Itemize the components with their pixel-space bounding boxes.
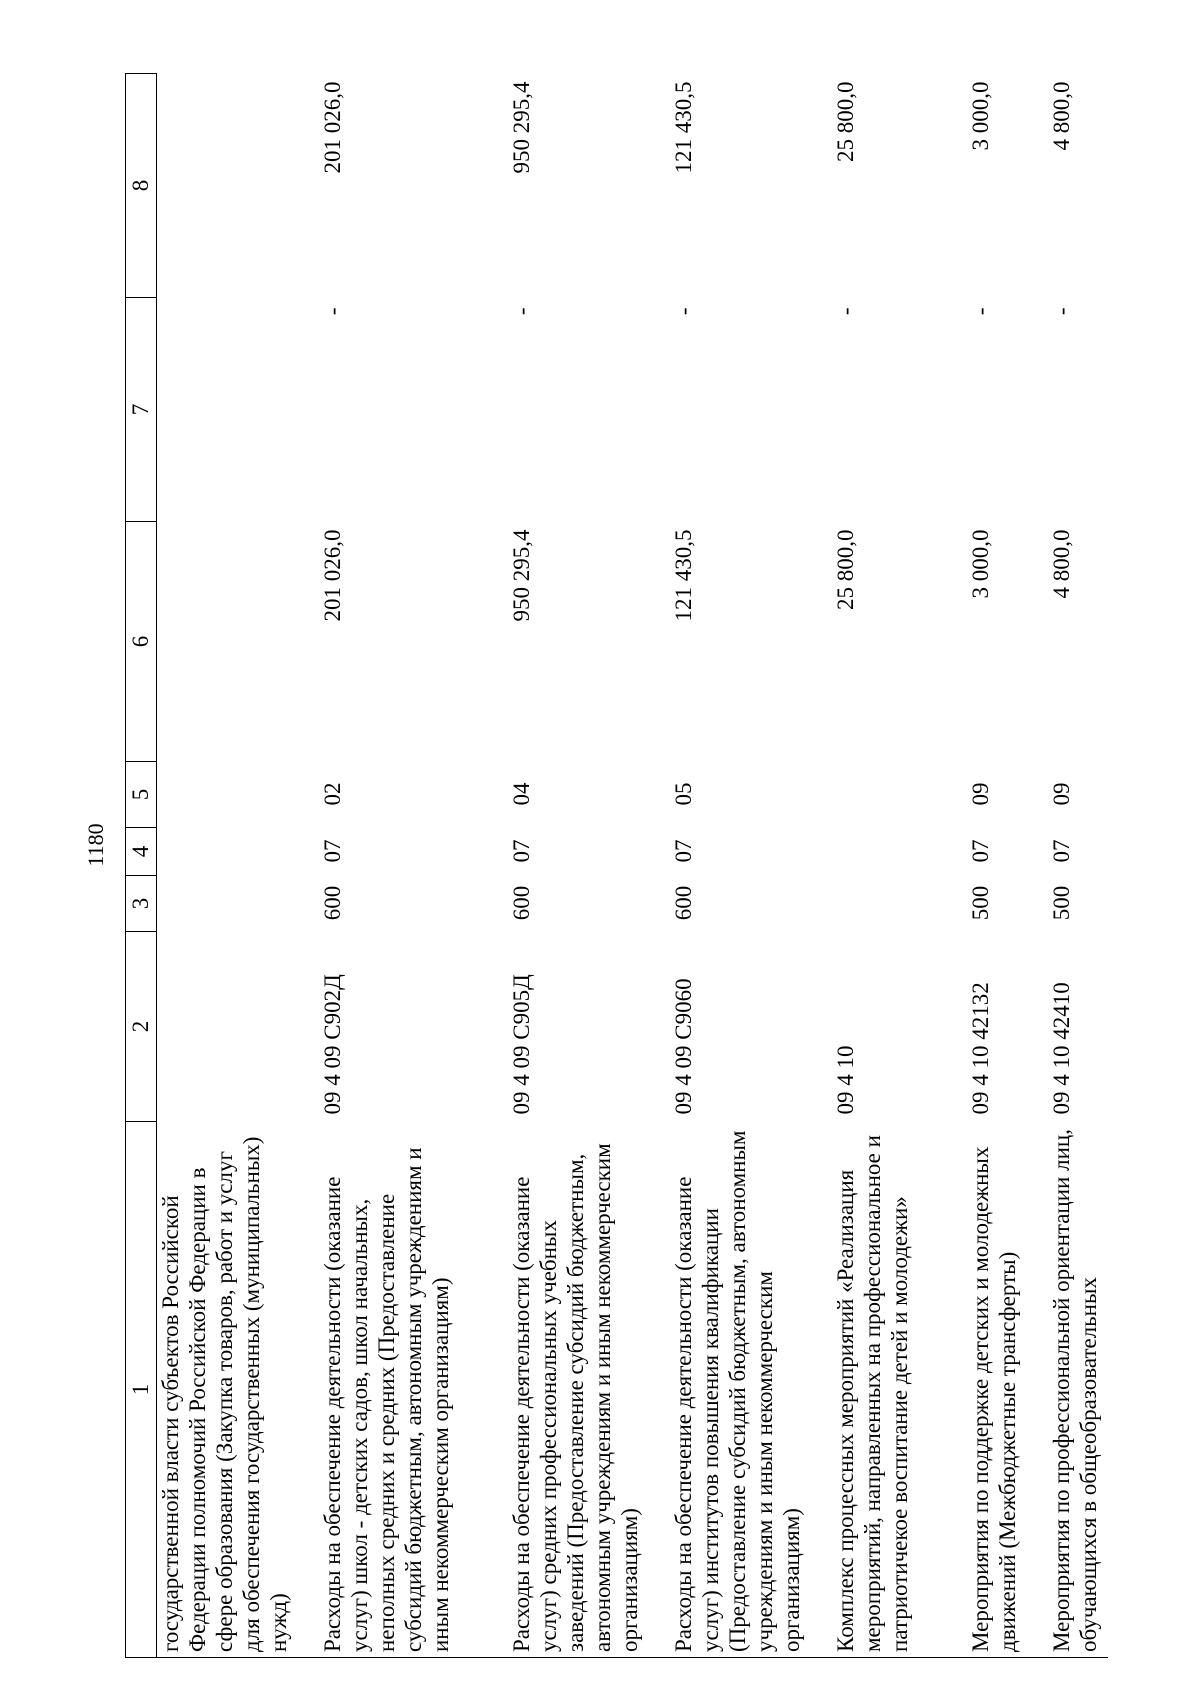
rotated-table-wrapper [125, 74, 1165, 1658]
row-name: государственной власти субъектов Российской Федерации полномочий Российской Федерации в сфере образования (Закупка товаров, работ и услуг для обеспечения государственных (муниципальных) нужд) [157, 1122, 319, 1658]
row-col-7: - [967, 307, 993, 316]
row-col-6: 4 800,0 [1048, 529, 1074, 599]
row-col-5: 02 [319, 782, 345, 806]
row-col-5: 09 [1048, 782, 1074, 806]
row-col-7: - [1048, 307, 1074, 316]
row-col-5: 09 [967, 782, 993, 806]
row-col-6 [157, 522, 319, 762]
row-col-3 [157, 876, 319, 932]
row-code: 09 4 10 42132 [967, 982, 993, 1115]
table-row [670, 74, 832, 1658]
row-col-4: 07 [967, 839, 993, 863]
row-col-5 [157, 762, 319, 828]
row-col-3: 600 [670, 885, 696, 921]
row-name: Мероприятия по поддержке детских и молодежных движений (Межбюджетные трансферты) [967, 1122, 1048, 1658]
row-col-3 [832, 876, 967, 932]
row-col-6: 121 430,5 [670, 529, 696, 622]
row-code: 09 4 10 [832, 1045, 858, 1115]
row-name: Расходы на обеспечение деятельности (оказание услуг) институтов повышения квалификации (Предоставление субсидий бюджетным, автономным учреждениям и иным некоммерческим организациям) [670, 1122, 832, 1658]
row-col-4: 07 [319, 839, 345, 863]
row-col-4 [832, 828, 967, 876]
row-col-7: - [319, 307, 345, 316]
row-code: 09 4 09 С902Д [319, 974, 345, 1115]
header-col-7: 7 [126, 298, 157, 522]
row-col-7 [157, 298, 319, 522]
row-col-6: 25 800,0 [832, 529, 858, 610]
row-col-8 [157, 74, 319, 298]
row-col-5: 05 [670, 782, 696, 806]
header-col-2: 2 [126, 932, 157, 1122]
row-name: Расходы на обеспечение деятельности (оказание услуг) школ - детских садов, школ начальных, неполных средних и средних (Предоставление субсидий бюджетным, автономным учреждениям и иным некоммерческим организациям) [319, 1122, 508, 1658]
header-col-4: 4 [126, 828, 157, 876]
row-col-7: - [508, 307, 534, 316]
row-code: 09 4 09 С905Д [508, 974, 534, 1115]
table-row [1048, 74, 1108, 1658]
row-name: Расходы на обеспечение деятельности (оказание услуг) средних профессиональных учебных заведений (Предоставление субсидий бюджетным, автономным учреждениям и иным некоммерческим организациям) [508, 1122, 670, 1658]
row-col-8: 201 026,0 [319, 81, 345, 174]
header-col-8: 8 [126, 74, 157, 298]
table-row [508, 74, 670, 1658]
row-code: 09 4 10 42410 [1048, 982, 1074, 1115]
table-row [832, 74, 967, 1658]
row-code [157, 932, 319, 1122]
header-row [126, 74, 157, 1658]
row-name: Комплекс процессных мероприятий «Реализация мероприятий, направленных на профессиональное и патриотичекое воспитание детей и молодежи» [832, 1122, 967, 1658]
row-col-3: 500 [1048, 885, 1074, 921]
header-col-5: 5 [126, 762, 157, 828]
row-col-7: - [670, 307, 696, 316]
row-col-8: 25 800,0 [832, 81, 858, 162]
row-code: 09 4 09 С9060 [670, 978, 696, 1115]
row-col-5: 04 [508, 782, 534, 806]
table-row [157, 74, 319, 1658]
row-col-4: 07 [670, 839, 696, 863]
row-col-8: 4 800,0 [1048, 81, 1074, 151]
row-col-7: - [832, 307, 858, 316]
row-col-3: 500 [967, 885, 993, 921]
row-col-4: 07 [508, 839, 534, 863]
table-row [319, 74, 508, 1658]
row-col-6: 3 000,0 [967, 529, 993, 599]
row-col-6: 950 295,4 [508, 529, 534, 622]
row-col-8: 3 000,0 [967, 81, 993, 151]
header-col-1: 1 [126, 1122, 157, 1658]
header-col-3: 3 [126, 876, 157, 932]
row-col-4 [157, 828, 319, 876]
row-col-8: 950 295,4 [508, 81, 534, 174]
row-col-5 [832, 762, 967, 828]
row-col-3: 600 [508, 885, 534, 921]
row-name: Мероприятия по профессиональной ориентации лиц, обучающихся в общеобразовательных [1048, 1122, 1108, 1658]
row-col-8: 121 430,5 [670, 81, 696, 174]
table-row [967, 74, 1048, 1658]
row-col-3: 600 [319, 885, 345, 921]
row-col-4: 07 [1048, 839, 1074, 863]
row-col-6: 201 026,0 [319, 529, 345, 622]
header-col-6: 6 [126, 522, 157, 762]
page-number: 1180 [83, 823, 108, 867]
budget-table [125, 73, 1108, 1658]
